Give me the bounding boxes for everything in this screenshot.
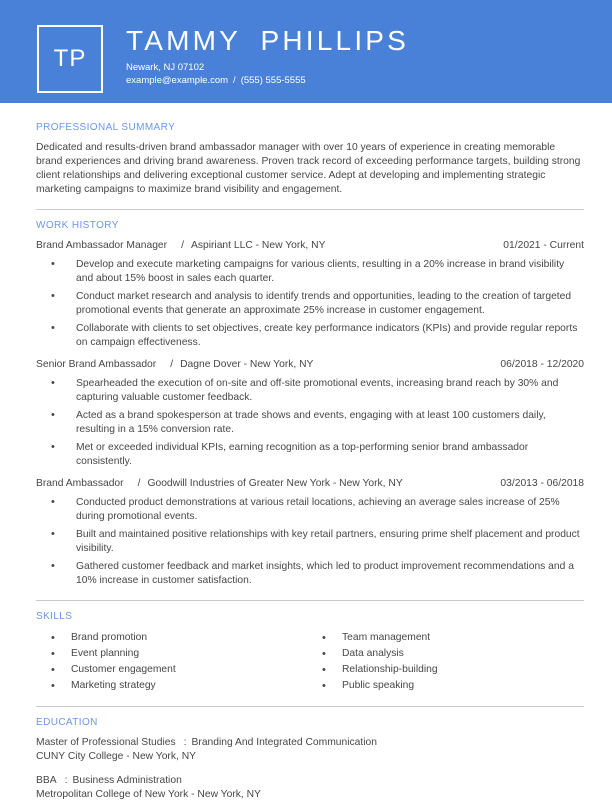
job-company: Dagne Dover - New York, NY	[180, 358, 313, 372]
work-history-heading: WORK HISTORY	[36, 220, 584, 231]
job-header	[36, 477, 584, 491]
skill-item: • Relationship-building	[307, 662, 438, 678]
job-entry	[36, 477, 584, 588]
job-bullet-list	[36, 377, 584, 469]
contact-separator: /	[233, 75, 236, 86]
job-bullet: • Gathered customer feedback and market insights, which led to product improvement recommendations and a 10% increase in customer satisfaction.	[36, 560, 584, 588]
skill-item: • Team management	[307, 630, 438, 646]
education-degree-line	[36, 774, 584, 788]
skill-item: • Marketing strategy	[36, 678, 307, 694]
job-dates: 06/2018 - 12/2020	[500, 358, 584, 372]
job-dates: 03/2013 - 06/2018	[500, 477, 584, 491]
job-header	[36, 358, 584, 372]
job-bullet: • Collaborate with clients to set objectives, create key performance indicators (KPIs) and provide regular reports on campaign effectiveness.	[36, 322, 584, 350]
job-title: Brand Ambassador	[36, 477, 124, 491]
job-header	[36, 239, 584, 253]
job-bullet: • Spearheaded the execution of on-site and off-site promotional events, increasing brand reach by 30% and capturing valuable customer feedback.	[36, 377, 584, 405]
header-text	[126, 25, 409, 87]
summary-text: Dedicated and results-driven brand ambassador manager with over 10 years of experience in creating memorable brand experiences and driving brand awareness. Proven track record of exceeding performance targets, building strong client relationships and delivering exceptional customer service. Adept at developing and implementing strategic marketing campaigns to maximize brand visibility and engagement.	[36, 141, 584, 197]
job-bullet-list	[36, 496, 584, 588]
contact-info	[126, 62, 409, 87]
job-bullet: • Built and maintained positive relationships with key retail partners, ensuring prime shelf placement and product visibility.	[36, 528, 584, 556]
skill-item: • Data analysis	[307, 646, 438, 662]
contact-line	[126, 75, 409, 88]
education-degree: BBA	[36, 775, 57, 786]
education-field: Branding And Integrated Communication	[192, 737, 377, 748]
skills-column-2	[307, 630, 438, 694]
job-title: Senior Brand Ambassador	[36, 358, 156, 372]
section-divider	[36, 600, 584, 601]
skills-columns	[36, 630, 584, 694]
education-separator: :	[184, 737, 187, 748]
skill-item: • Brand promotion	[36, 630, 307, 646]
job-company: Aspiriant LLC - New York, NY	[191, 239, 326, 253]
skill-item: • Event planning	[36, 646, 307, 662]
education-separator: :	[65, 775, 68, 786]
job-entry	[36, 239, 584, 350]
resume-body	[0, 122, 612, 801]
job-bullet: • Conduct market research and analysis to identify trends and opportunities, leading to the creation of targeted promotional events that generate an approximate 25% increase in customer engagement.	[36, 290, 584, 318]
contact-address: Newark, NJ 07102	[126, 62, 409, 75]
contact-phone: (555) 555-5555	[241, 75, 306, 86]
education-entry	[36, 774, 584, 801]
job-separator: /	[138, 477, 141, 491]
job-entry	[36, 358, 584, 469]
section-divider	[36, 706, 584, 707]
education-school: Metropolitan College of New York - New York, NY	[36, 788, 584, 801]
skills-column-1	[36, 630, 307, 694]
job-dates: 01/2021 - Current	[503, 239, 584, 253]
job-bullet: • Acted as a brand spokesperson at trade shows and events, engaging with at least 100 customers daily, resulting in a 15% conversion rate.	[36, 409, 584, 437]
job-bullet-list	[36, 258, 584, 350]
job-separator: /	[181, 239, 184, 253]
job-bullet: • Met or exceeded individual KPIs, earning recognition as a top-performing senior brand ambassador consistently.	[36, 441, 584, 469]
education-field: Business Administration	[72, 775, 181, 786]
skills-heading: SKILLS	[36, 611, 584, 622]
job-title: Brand Ambassador Manager	[36, 239, 167, 253]
education-degree: Master of Professional Studies	[36, 737, 176, 748]
education-degree-line	[36, 736, 584, 750]
job-company: Goodwill Industries of Greater New York - New York, NY	[147, 477, 402, 491]
summary-heading: PROFESSIONAL SUMMARY	[36, 122, 584, 133]
education-entry	[36, 736, 584, 763]
education-heading: EDUCATION	[36, 717, 584, 728]
candidate-name: TAMMY PHILLIPS	[126, 26, 409, 56]
header-banner	[0, 0, 612, 103]
contact-email: example@example.com	[126, 75, 228, 86]
section-divider	[36, 209, 584, 210]
education-school: CUNY City College - New York, NY	[36, 750, 584, 764]
skill-item: • Public speaking	[307, 678, 438, 694]
skill-item: • Customer engagement	[36, 662, 307, 678]
job-bullet: • Develop and execute marketing campaigns for various clients, resulting in a 20% increase in brand visibility and about 15% boost in sales each quarter.	[36, 258, 584, 286]
monogram-box	[37, 25, 103, 93]
job-bullet: • Conducted product demonstrations at various retail locations, achieving an average sales increase of 25% during promotional events.	[36, 496, 584, 524]
job-separator: /	[170, 358, 173, 372]
monogram-initials: TP	[54, 45, 87, 73]
